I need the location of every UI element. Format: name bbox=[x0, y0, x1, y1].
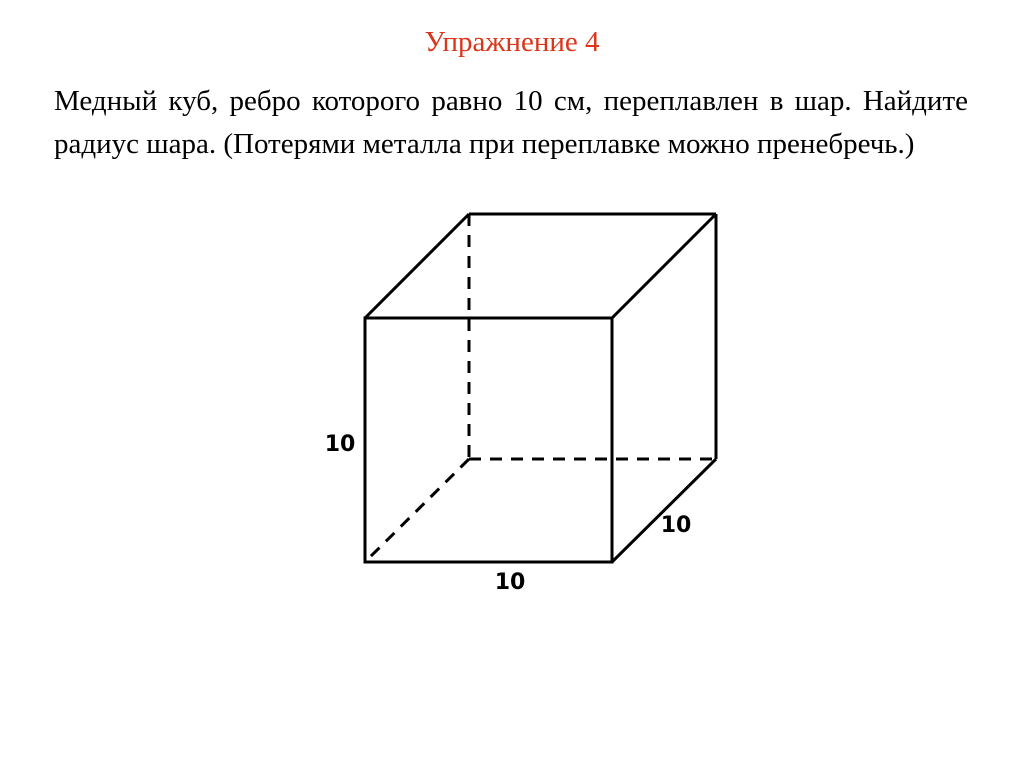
label-width: 10 bbox=[494, 570, 526, 595]
label-depth: 10 bbox=[660, 513, 692, 538]
bottom-edge-right bbox=[612, 459, 716, 562]
top-edge-left bbox=[365, 214, 469, 318]
hidden-edge-diagonal bbox=[365, 459, 469, 562]
label-height: 10 bbox=[324, 432, 356, 457]
slide-title: Упражнение 4 bbox=[424, 26, 600, 58]
top-edge-right bbox=[612, 214, 716, 318]
problem-text: Медный куб, ребро которого равно 10 см, переплавлен в шар. Найдите радиус шара. (Потерями металла при переплавке можно пренебречь.) bbox=[54, 85, 968, 160]
